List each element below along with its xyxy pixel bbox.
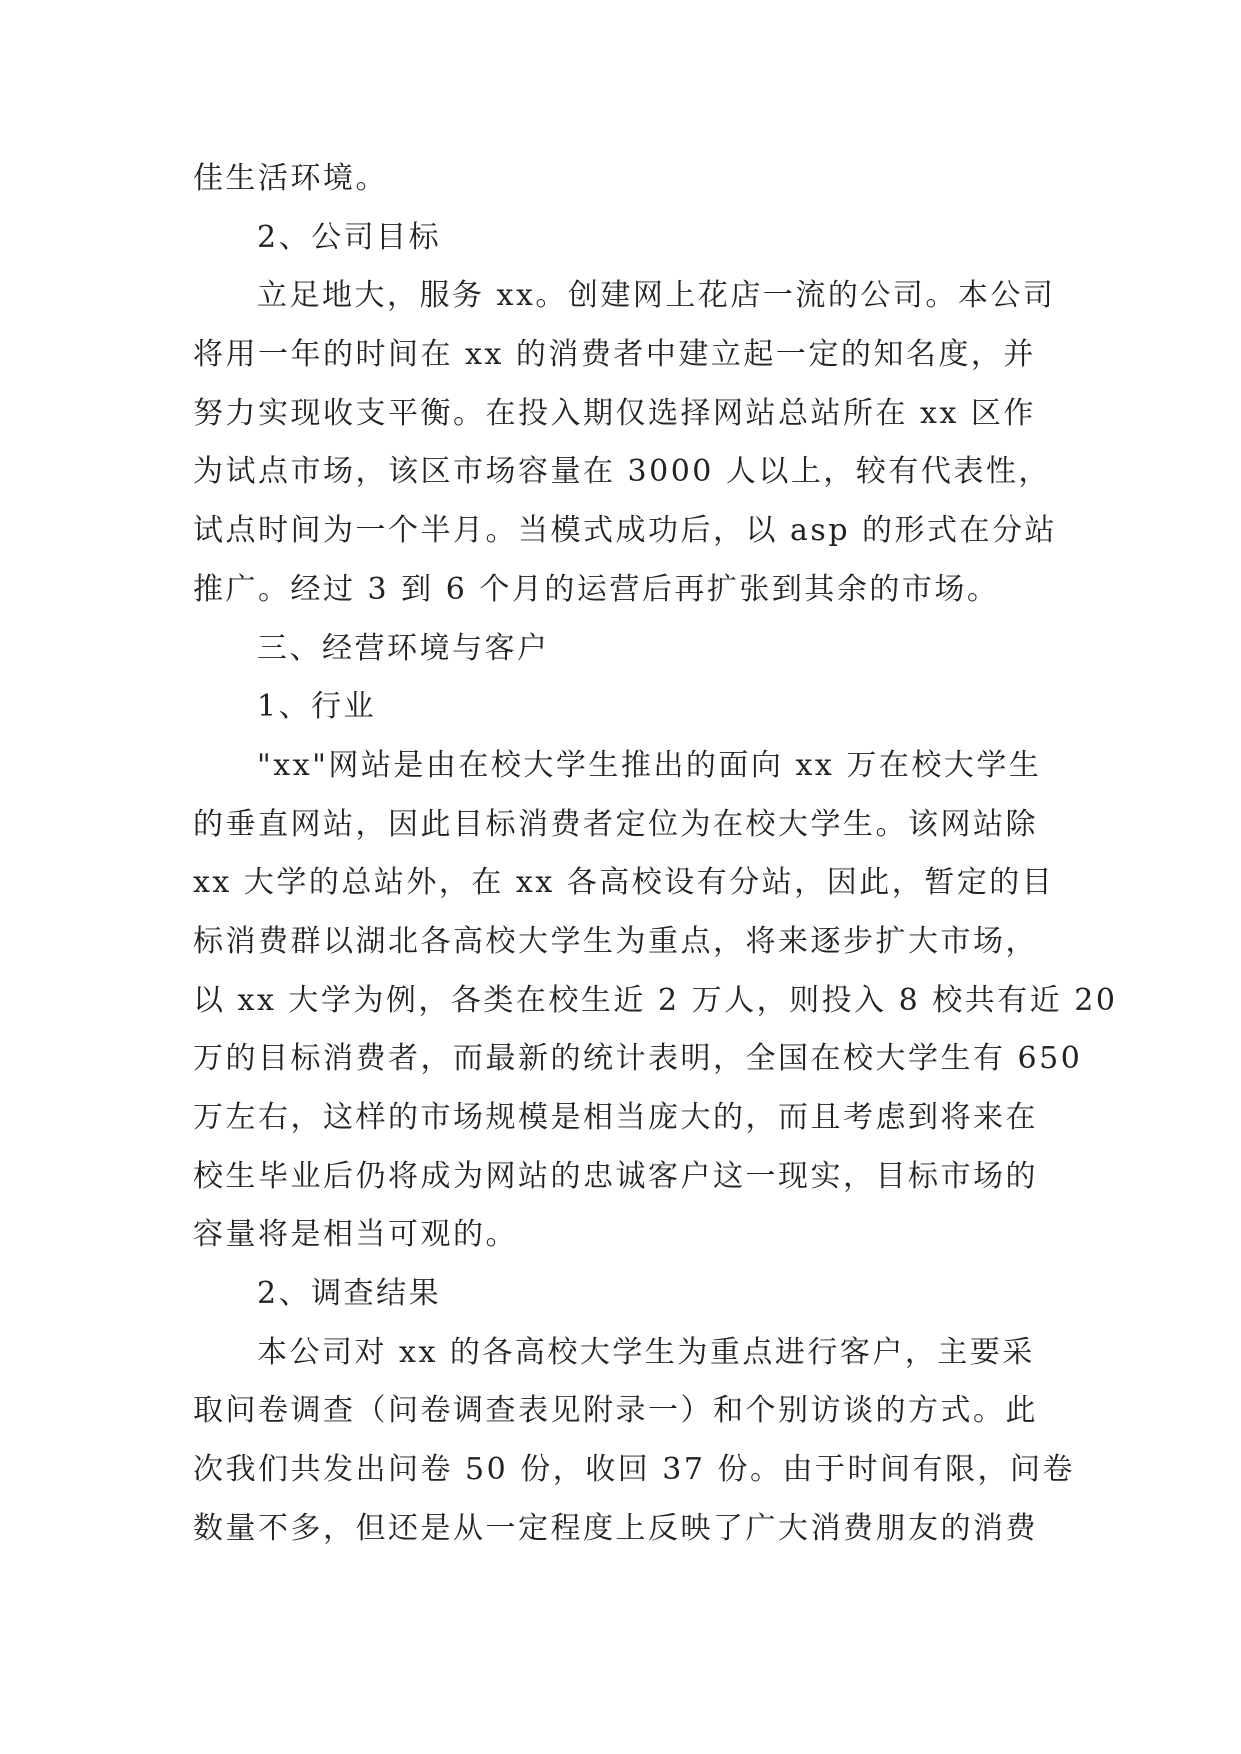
paragraph-line: 万的目标消费者，而最新的统计表明，全国在校大学生有 650 <box>193 1041 1083 1077</box>
section-heading-company-goals: 2、公司目标 <box>257 219 442 255</box>
paragraph-line: 努力实现收支平衡。在投入期仅选择网站总站所在 xx 区作 <box>193 395 1036 431</box>
section-heading-industry: 1、行业 <box>257 689 377 725</box>
paragraph-line: 以 xx 大学为例，各类在校生近 2 万人，则投入 8 校共有近 20 <box>193 982 1118 1018</box>
paragraph-line: 取问卷调查（问卷调查表见附录一）和个别访谈的方式。此 <box>193 1393 1038 1429</box>
paragraph-line: 万左右，这样的市场规模是相当庞大的，而且考虑到将来在 <box>193 1100 1038 1135</box>
paragraph-line: xx 大学的总站外，在 xx 各高校设有分站，因此，暂定的目 <box>193 865 1055 901</box>
paragraph-line: 校生毕业后仍将成为网站的忠诚客户这一现实，目标市场的 <box>193 1158 1038 1194</box>
paragraph-line: 的垂直网站，因此目标消费者定位为在校大学生。该网站除 <box>193 806 1038 842</box>
paragraph-line: 次我们共发出问卷 50 份，收回 37 份。由于时间有限，问卷 <box>193 1452 1075 1488</box>
paragraph-line: 数量不多，但还是从一定程度上反映了广大消费朋友的消费 <box>193 1510 1038 1546</box>
paragraph-line: 立足地大，服务 xx。创建网上花店一流的公司。本公司 <box>257 278 1056 314</box>
paragraph-line: 试点时间为一个半月。当模式成功后，以 asp 的形式在分站 <box>193 513 1058 549</box>
section-heading-environment-customers: 三、经营环境与客户 <box>257 630 550 666</box>
paragraph-line: 佳生活环境。 <box>193 161 388 196</box>
paragraph-line: 本公司对 xx 的各高校大学生为重点进行客户，主要采 <box>257 1334 1035 1370</box>
paragraph-line: 将用一年的时间在 xx 的消费者中建立起一定的知名度，并 <box>193 337 1036 373</box>
document-body <box>193 150 1118 1559</box>
paragraph-line: 为试点市场，该区市场容量在 3000 人以上，较有代表性， <box>193 454 1051 490</box>
paragraph-line: 推广。经过 3 到 6 个月的运营后再扩张到其余的市场。 <box>193 571 1000 607</box>
section-heading-survey-results: 2、调查结果 <box>257 1276 442 1312</box>
paragraph-line: 容量将是相当可观的。 <box>193 1217 518 1253</box>
paragraph-line: "xx"网站是由在校大学生推出的面向 xx 万在校大学生 <box>257 747 1042 783</box>
paragraph-line: 标消费群以湖北各高校大学生为重点，将来逐步扩大市场， <box>193 923 1038 959</box>
